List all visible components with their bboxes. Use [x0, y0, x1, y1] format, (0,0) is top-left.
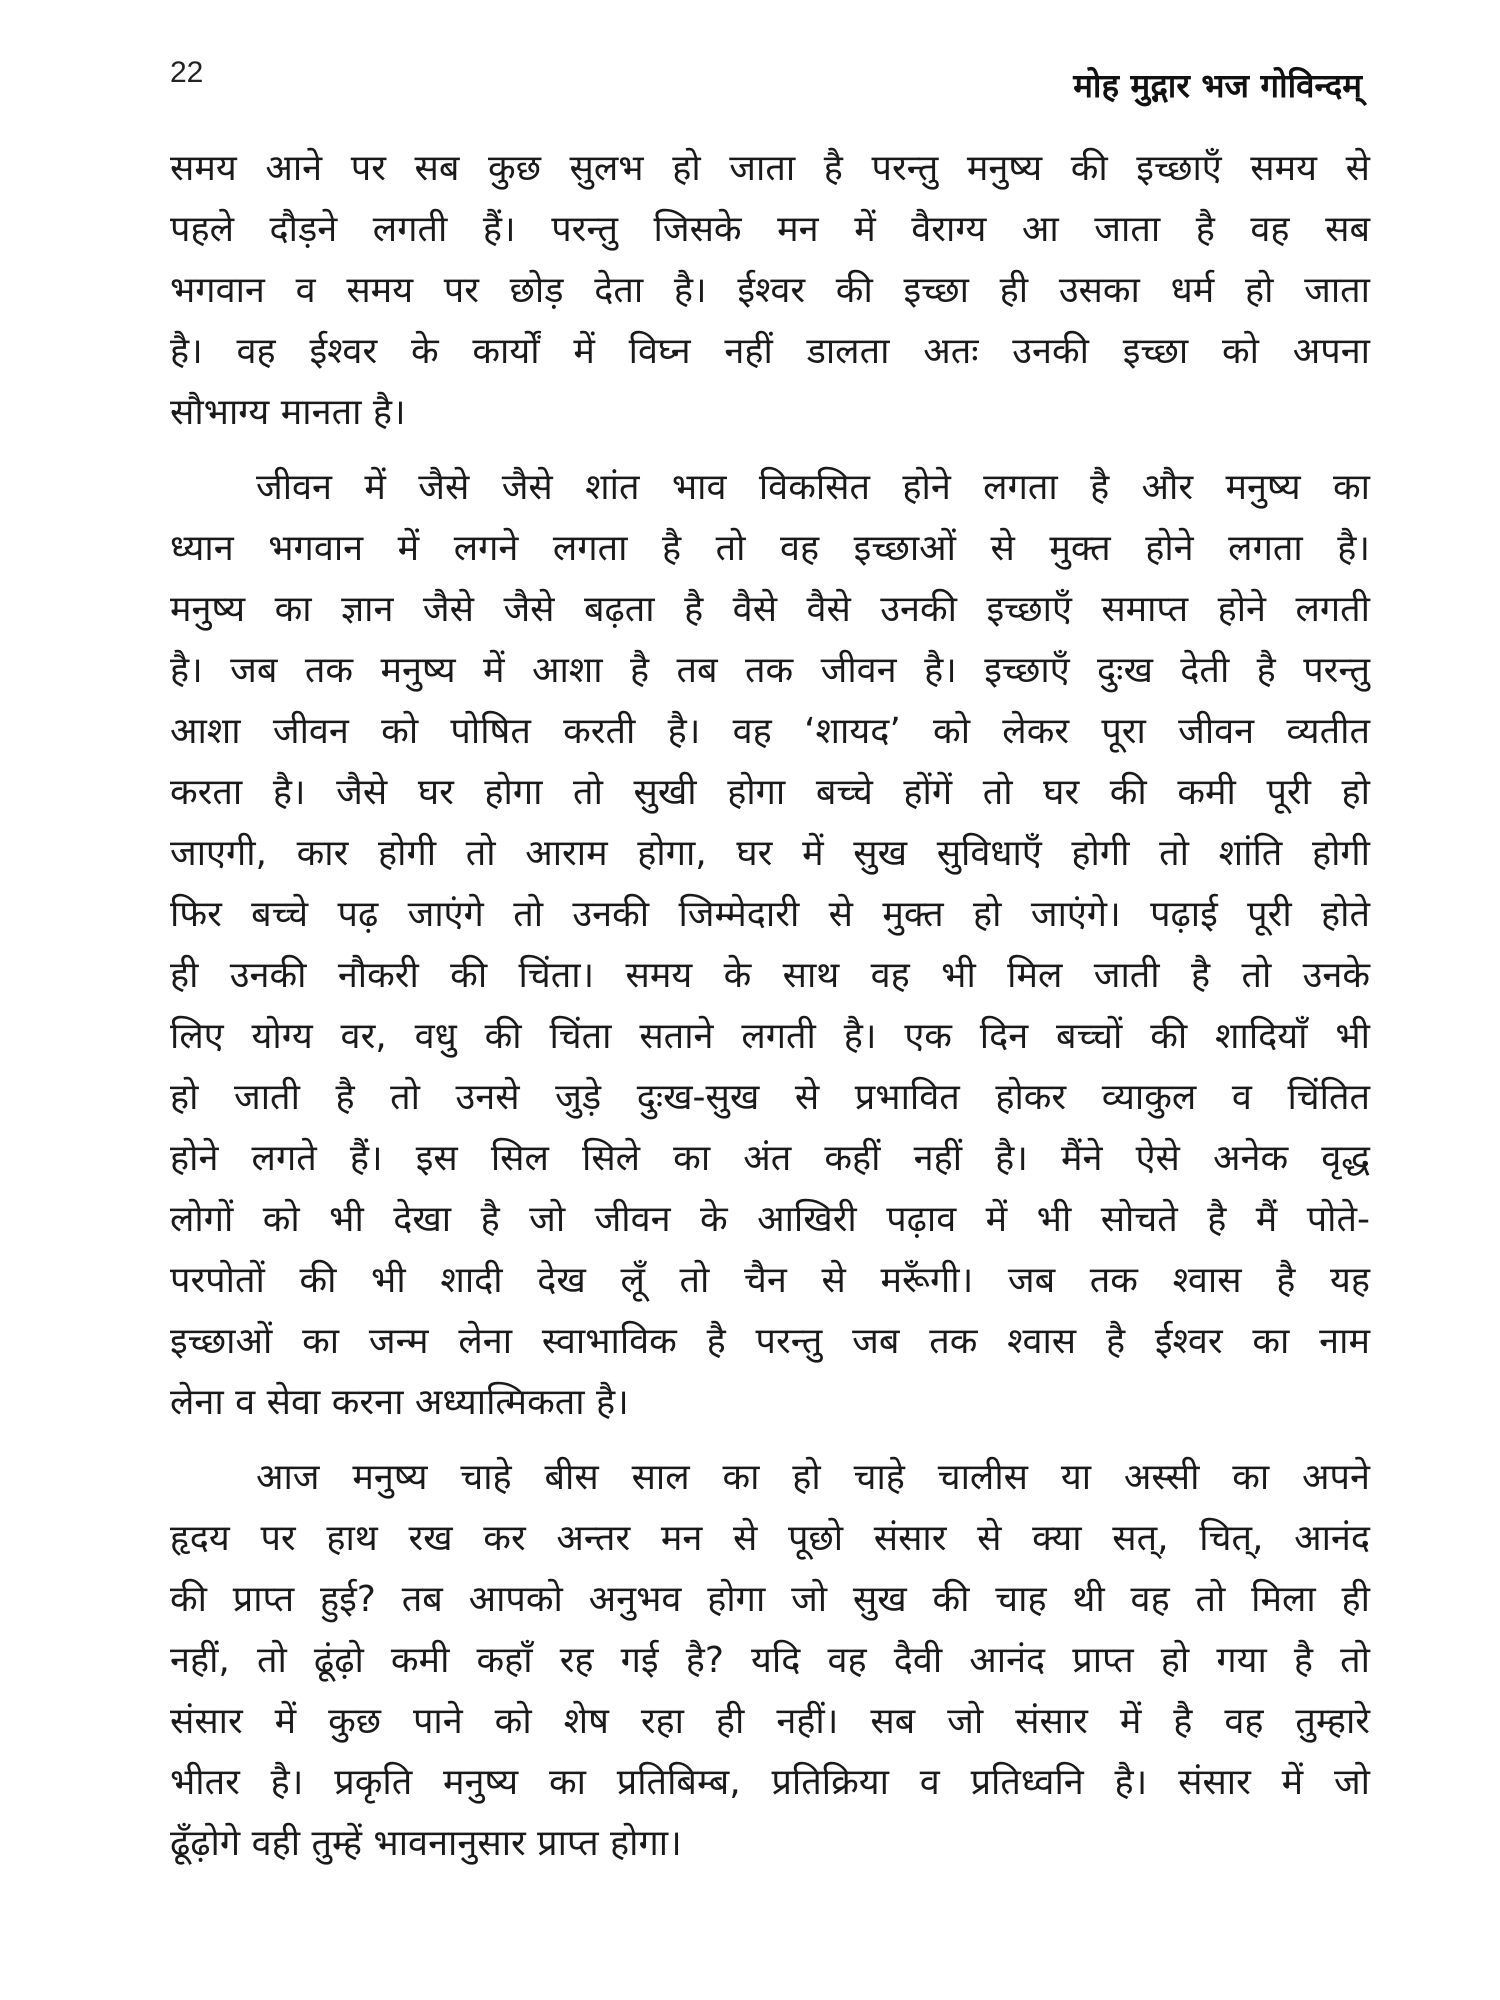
text-line: ध्यान भगवान में लगने लगता है तो वह इच्छाओं से मुक्त होने लगता है।: [170, 528, 1370, 569]
text-line: करता है। जैसे घर होगा तो सुखी होगा बच्चे होंगें तो घर की कमी पूरी हो: [170, 772, 1370, 813]
paragraph: [170, 1447, 1370, 1874]
text-line: आशा जीवन को पोषित करती है। वह ‘शायद’ को लेकर पूरा जीवन व्यतीत: [170, 711, 1370, 752]
text-line: ढूँढ़ोगे वही तुम्हें भावनानुसार प्राप्त होगा।: [170, 1823, 682, 1864]
text-line: मनुष्य का ज्ञान जैसे जैसे बढ़ता है वैसे वैसे उनकी इच्छाएँ समाप्त होने लगती: [170, 589, 1370, 630]
text-line: आज मनुष्य चाहे बीस साल का हो चाहे चालीस या अस्सी का अपने: [256, 1457, 1370, 1498]
text-line: हृदय पर हाथ रख कर अन्तर मन से पूछो संसार से क्या सत्, चित्, आनंद: [170, 1518, 1370, 1559]
text-line: है। जब तक मनुष्य में आशा है तब तक जीवन है। इच्छाएँ दुःख देती है परन्तु: [170, 650, 1370, 691]
text-line: सौभाग्य मानता है।: [170, 392, 406, 433]
text-line: जाएगी, कार होगी तो आराम होगा, घर में सुख सुविधाएँ होगी तो शांति होगी: [170, 833, 1370, 874]
text-line: ही उनकी नौकरी की चिंता। समय के साथ वह भी मिल जाती है तो उनके: [170, 955, 1370, 996]
running-head: मोह मुद्गार भज गोविन्दम्: [1073, 66, 1362, 105]
text-line: लोगों को भी देखा है जो जीवन के आखिरी पढ़ाव में भी सोचते है मैं पोते-: [170, 1199, 1370, 1240]
paragraph: [170, 457, 1370, 1433]
text-line: भीतर है। प्रकृति मनुष्य का प्रतिबिम्ब, प्रतिक्रिया व प्रतिध्वनि है। संसार में जो: [170, 1762, 1370, 1803]
text-line: की प्राप्त हुई? तब आपको अनुभव होगा जो सुख की चाह थी वह तो मिला ही: [170, 1579, 1370, 1620]
text-line: नहीं, तो ढूंढ़ो कमी कहाँ रह गई है? यदि वह दैवी आनंद प्राप्त हो गया है तो: [170, 1640, 1370, 1681]
text-line: परपोतों की भी शादी देख लूँ तो चैन से मरूँगी। जब तक श्वास है यह: [170, 1260, 1370, 1301]
text-line: लिए योग्य वर, वधु की चिंता सताने लगती है। एक दिन बच्चों की शादियाँ भी: [170, 1016, 1370, 1057]
text-line: लेना व सेवा करना अध्यात्मिकता है।: [170, 1382, 629, 1423]
paragraph: [170, 138, 1370, 443]
text-line: फिर बच्चे पढ़ जाएंगे तो उनकी जिम्मेदारी से मुक्त हो जाएंगे। पढ़ाई पूरी होते: [170, 894, 1370, 935]
text-line: है। वह ईश्वर के कार्यों में विघ्न नहीं डालता अतः उनकी इच्छा को अपना: [170, 331, 1370, 372]
body-text: [170, 138, 1370, 1874]
text-line: संसार में कुछ पाने को शेष रहा ही नहीं। सब जो संसार में है वह तुम्हारे: [170, 1701, 1370, 1742]
text-line: पहले दौड़ने लगती हैं। परन्तु जिसके मन में वैराग्य आ जाता है वह सब: [170, 209, 1370, 250]
text-line: समय आने पर सब कुछ सुलभ हो जाता है परन्तु मनुष्य की इच्छाएँ समय से: [170, 148, 1370, 189]
text-line: होने लगते हैं। इस सिल सिले का अंत कहीं नहीं है। मैंने ऐसे अनेक वृद्ध: [170, 1138, 1370, 1179]
text-line: इच्छाओं का जन्म लेना स्वाभाविक है परन्तु जब तक श्वास है ईश्वर का नाम: [170, 1321, 1370, 1362]
text-line: हो जाती है तो उनसे जुड़े दुःख-सुख से प्रभावित होकर व्याकुल व चिंतित: [170, 1077, 1370, 1118]
text-line: जीवन में जैसे जैसे शांत भाव विकसित होने लगता है और मनुष्य का: [256, 467, 1370, 508]
page-number: 22: [170, 56, 204, 89]
text-line: भगवान व समय पर छोड़ देता है। ईश्वर की इच्छा ही उसका धर्म हो जाता: [170, 270, 1370, 311]
